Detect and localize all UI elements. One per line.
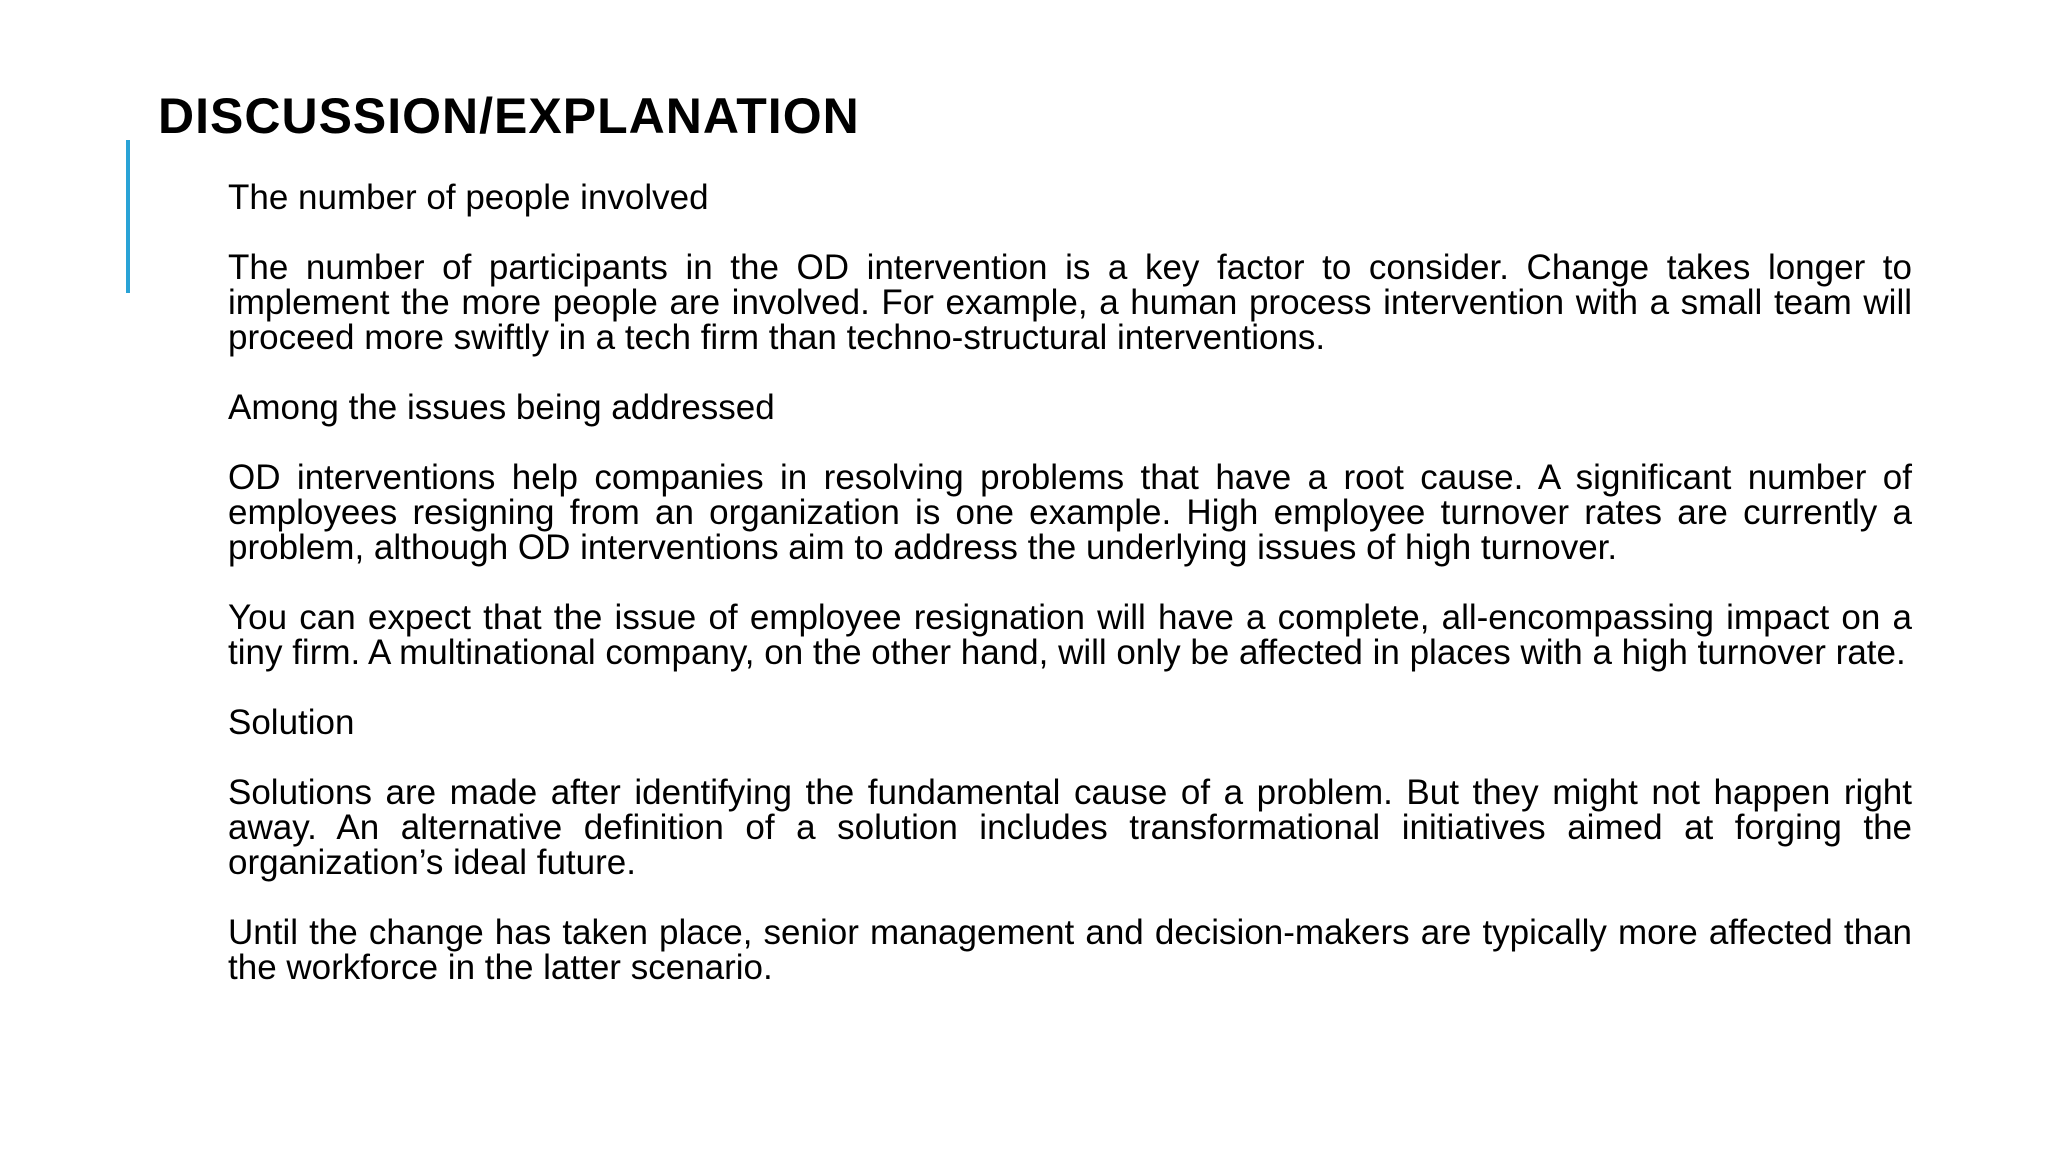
section-heading-issues: Among the issues being addressed (228, 388, 775, 427)
accent-bar (126, 140, 130, 293)
paragraph-solutions: Solutions are made after identifying the fundamental cause of a problem. But they might not happen right away. An alternative definition of a solution includes transformational initiatives aimed at forging the organization’s ideal future. (228, 773, 1912, 882)
section-heading-people-involved: The number of people involved (228, 178, 709, 217)
paragraph-participants: The number of participants in the OD intervention is a key factor to consider. Change takes longer to implement the more people are involved. For example, a human process intervention with a small team will proceed more swiftly in a tech firm than techno-structural interventions. (228, 248, 1912, 357)
paragraph-resignation-impact: You can expect that the issue of employee resignation will have a complete, all-encompassing impact on a tiny firm. A multinational company, on the other hand, will only be affected in places with a high turnover rate. (228, 598, 1912, 672)
slide-title: DISCUSSION/EXPLANATION (158, 88, 860, 144)
paragraph-od-interventions: OD interventions help companies in resolving problems that have a root cause. A significant number of employees resigning from an organization is one example. High employee turnover rates are currently a problem, although OD interventions aim to address the underlying issues of high turnover. (228, 458, 1912, 567)
slide-content (228, 180, 1912, 1020)
section-heading-solution: Solution (228, 703, 355, 742)
paragraph-until-change: Until the change has taken place, senior management and decision-makers are typically more affected than the workforce in the latter scenario. (228, 913, 1912, 987)
